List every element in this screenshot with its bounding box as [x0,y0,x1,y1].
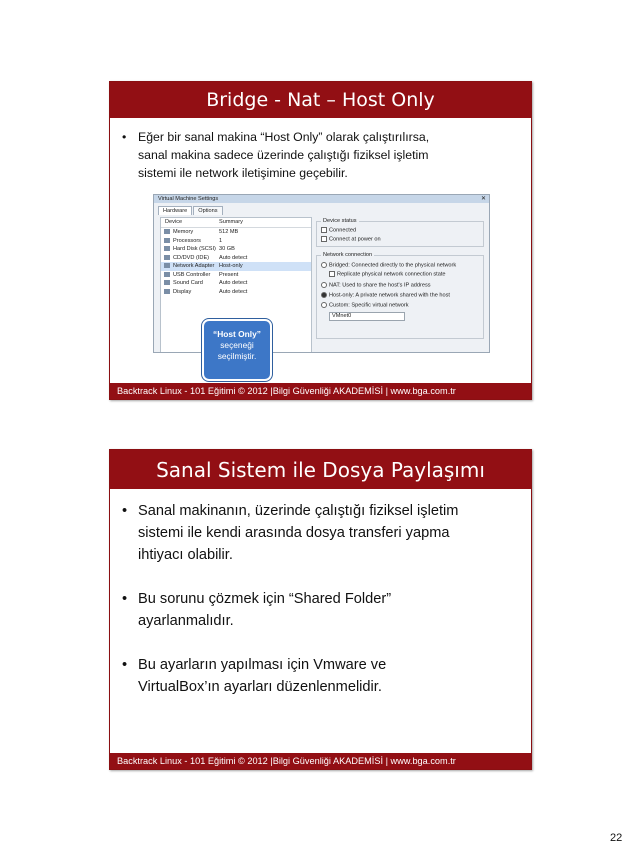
vm-tabs [158,206,224,215]
bullet-item [118,654,523,698]
device-name: Hard Disk (SCSI) [173,246,216,252]
device-name: USB Controller [173,271,211,278]
option-label: NAT: Used to share the host's IP address [329,282,431,289]
device-name: CD/DVD (IDE) [173,254,210,261]
device-name: Network Adapter [173,263,215,269]
bullet-line: sistemi ile kendi arasında dosya transferi yapma [138,525,450,541]
bullet-line: Eğer bir sanal makina “Host Only” olarak çalıştırılırsa, [138,130,430,144]
cd-dvd-icon [164,255,170,260]
device-row [161,271,311,280]
device-summary: 1 [219,237,223,244]
bridged-radio [321,262,456,268]
device-summary: Present [219,271,239,278]
bullet-symbol: • [122,503,128,519]
device-name: Display [173,288,192,295]
device-list-header [161,218,311,228]
replicate-checkbox [329,271,446,277]
device-row [161,228,311,237]
bullet-line: sistemi ile network iletişimine geçebilir. [138,166,348,180]
device-row-selected [161,262,311,271]
bullet-line: Sanal makinanın, üzerinde çalıştığı fiziksel işletim [138,503,459,519]
option-label: Custom: Specific virtual network [329,302,409,309]
slide-footer: Backtrack Linux - 101 Eğitimi © 2012 |Bilgi Güvenliği AKADEMİSİ | www.bga.com.tr [110,753,531,769]
bullet-list [118,128,523,182]
tab-hardware: Hardware [158,206,192,215]
bullet-symbol: • [122,591,128,607]
col-device: Device [165,219,183,225]
vmnet-select: VMnet0 [329,312,405,321]
device-row [161,245,311,254]
device-summary: Auto detect [219,254,248,261]
device-summary: 30 GB [219,246,235,252]
bullet-list [118,500,523,720]
checkbox-icon [329,271,335,277]
slide-footer: Backtrack Linux - 101 Eğitimi © 2012 |Bilgi Güvenliği AKADEMİSİ | www.bga.com.tr [110,383,531,399]
slide-title: Sanal Sistem ile Dosya Paylaşımı [110,450,531,489]
host-only-radio [321,292,450,298]
bullet-symbol: • [122,657,128,673]
bullet-line: sanal makina sadece üzerinde çalıştığı fiziksel işletim [138,148,429,162]
hard-disk-icon [164,246,170,251]
tab-options: Options [193,206,222,215]
radio-selected-icon [321,292,327,298]
processor-icon [164,238,170,243]
device-summary: Auto detect [219,280,248,286]
device-row [161,237,311,246]
checkbox-icon [321,236,327,242]
radio-icon [321,302,327,308]
custom-radio [321,302,409,308]
device-summary: 512 MB [219,229,239,235]
bullet-line: Bu sorunu çözmek için “Shared Folder” [138,591,392,607]
power-on-checkbox [321,236,381,242]
callout-line: seçeneği [220,340,254,350]
option-label: Host-only: A private network shared with the host [329,292,450,299]
device-row [161,254,311,263]
col-summary: Summary [219,219,243,225]
bullet-item [118,128,523,182]
sound-card-icon [164,280,170,285]
slide-title: Bridge - Nat – Host Only [110,82,531,118]
radio-icon [321,262,327,268]
bullet-symbol: • [122,130,127,144]
memory-icon [164,229,170,234]
device-name: Memory [173,229,194,235]
slide-bridge-nat-host-only [109,81,532,400]
nat-radio [321,282,431,288]
group-title: Network connection [323,252,373,258]
device-status-group [316,218,484,247]
bullet-item [118,500,523,566]
device-summary: Auto detect [219,288,248,295]
checkbox-icon [321,227,327,233]
device-summary: Host-only [219,263,243,269]
group-title: Device status [323,218,357,224]
close-icon: ✕ [480,196,486,202]
option-label: Connected [329,227,357,234]
slide-shared-folder [109,449,532,770]
option-label: Replicate physical network connection state [337,271,446,278]
usb-icon [164,272,170,277]
bullet-line: ihtiyacı olabilir. [138,547,233,563]
host-only-callout [202,319,272,381]
connected-checkbox [321,227,356,233]
device-row [161,288,311,297]
network-adapter-icon [164,263,170,268]
bullet-line: ayarlanmalıdır. [138,613,234,629]
bullet-item [118,588,523,632]
device-name: Processors [173,237,201,244]
network-connection-group [316,252,484,339]
bullet-line: VirtualBox’ın ayarları düzenlenmelidir. [138,679,382,695]
option-label: Connect at power on [329,236,381,243]
callout-line: “Host Only” [213,329,261,339]
device-name: Sound Card [173,280,203,286]
vm-window-title: Virtual Machine Settings [154,195,489,203]
device-row [161,279,311,288]
bullet-line: Bu ayarların yapılması için Vmware ve [138,657,387,673]
callout-line: seçilmiştir. [217,351,257,361]
radio-icon [321,282,327,288]
page-number: 22 [610,832,623,844]
option-label: Bridged: Connected directly to the physical network [329,262,457,269]
display-icon [164,289,170,294]
